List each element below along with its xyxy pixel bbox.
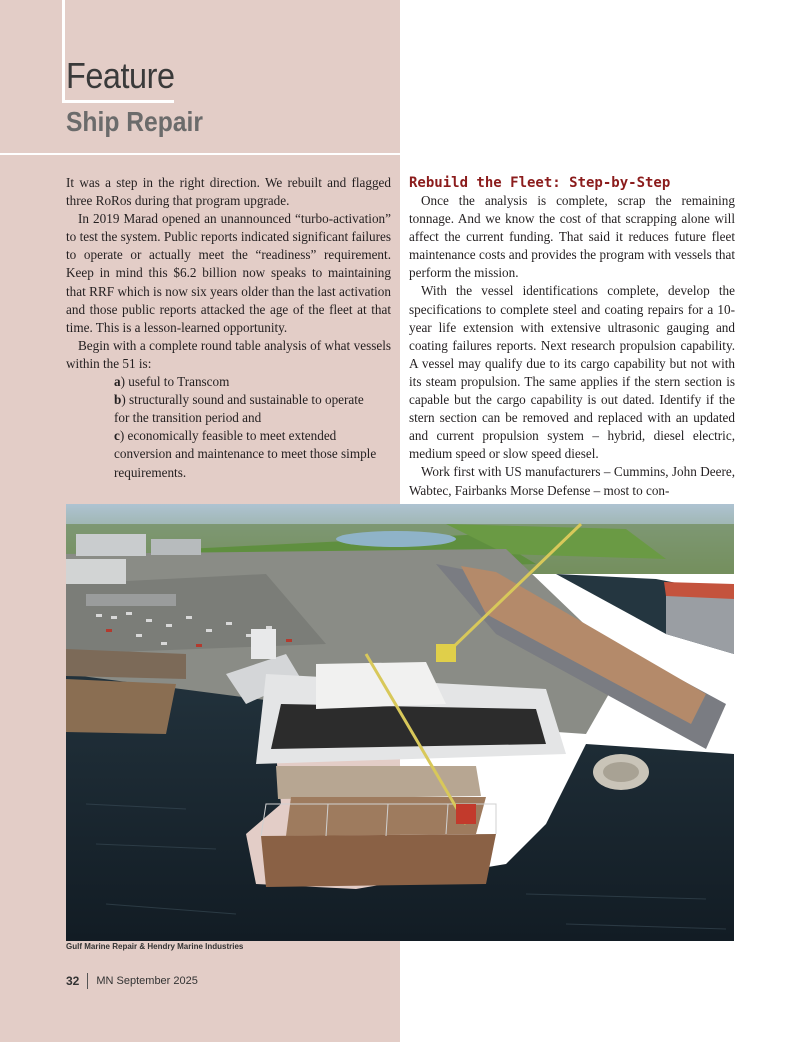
subheading: Rebuild the Fleet: Step-by-Step [409, 175, 671, 191]
paragraph: With the vessel identifications complete, develop the specifications to complete steel and coating repairs for a 10-year life extension with extensive ultrasonic gauging and coating failures reports. Next research propulsion capability. A vessel may qualify due to its cargo capability but not with its steam propulsion. The same applies if the stern section is capable but the cargo capability is out dated. Identify if the stern section can be removed and replaced with an updated and current propulsion system – hybrid, diesel electric, medium speed or slow speed diesel. [409, 283, 735, 462]
paragraph: Work first with US manufacturers – Cummins, John Deere, Wabtec, Fairbanks Morse Defense – most to con- [409, 464, 735, 498]
list-marker: b [114, 392, 122, 408]
issue-date: September 2025 [116, 975, 198, 987]
page-footer [66, 973, 198, 989]
photo-illustration [66, 504, 734, 941]
section-label: Ship Repair [66, 106, 203, 137]
page-number: 32 [66, 974, 80, 988]
right-text-column [409, 174, 735, 500]
list-marker: a [114, 374, 121, 390]
feature-label: Feature [66, 55, 175, 96]
list-marker: c [114, 428, 120, 444]
list-item [66, 391, 391, 409]
footer-divider [87, 973, 88, 989]
list-item [66, 373, 391, 391]
left-text-column [66, 174, 391, 482]
list-text: ) economically feasible to meet extended [119, 428, 337, 444]
feature-underline [62, 100, 174, 103]
list-text: ) useful to Transcom [120, 374, 230, 390]
paragraph: It was a step in the right direction. We rebuilt and flagged three RoRos during that program upgrade. [66, 175, 391, 209]
paragraph: Once the analysis is complete, scrap the remaining tonnage. And we know the cost of that scrapping alone will affect the current funding. That said it reduces future fleet maintenance costs and provides the program with vessels that perform the mission. [409, 193, 735, 281]
list-continuation: conversion and maintenance to meet those simple requirements. [114, 446, 377, 480]
header-horizontal-rule [0, 153, 400, 155]
photo-caption: Gulf Marine Repair & Hendry Marine Industries [66, 942, 244, 951]
list-item [66, 427, 391, 445]
list-continuation: for the transition period and [114, 410, 262, 426]
paragraph: Begin with a complete round table analysis of what vessels within the 51 is: [66, 337, 391, 371]
header-vertical-rule [62, 0, 65, 102]
shipyard-aerial-photo [66, 504, 734, 941]
paragraph: In 2019 Marad opened an unannounced “turbo-activation” to test the system. Public reports indicated significant failures to operate or actually meet the “readiness” requirement. Keep in mind this $6.2 billion now speaks to maintaining that RRF which is now six years older than the last activation and those public reports attacked the age of the fleet at that time. This is a lesson-learned opportunity. [66, 211, 391, 335]
publication-name: MN [96, 975, 114, 987]
list-text: ) structurally sound and sustainable to operate [121, 392, 364, 408]
